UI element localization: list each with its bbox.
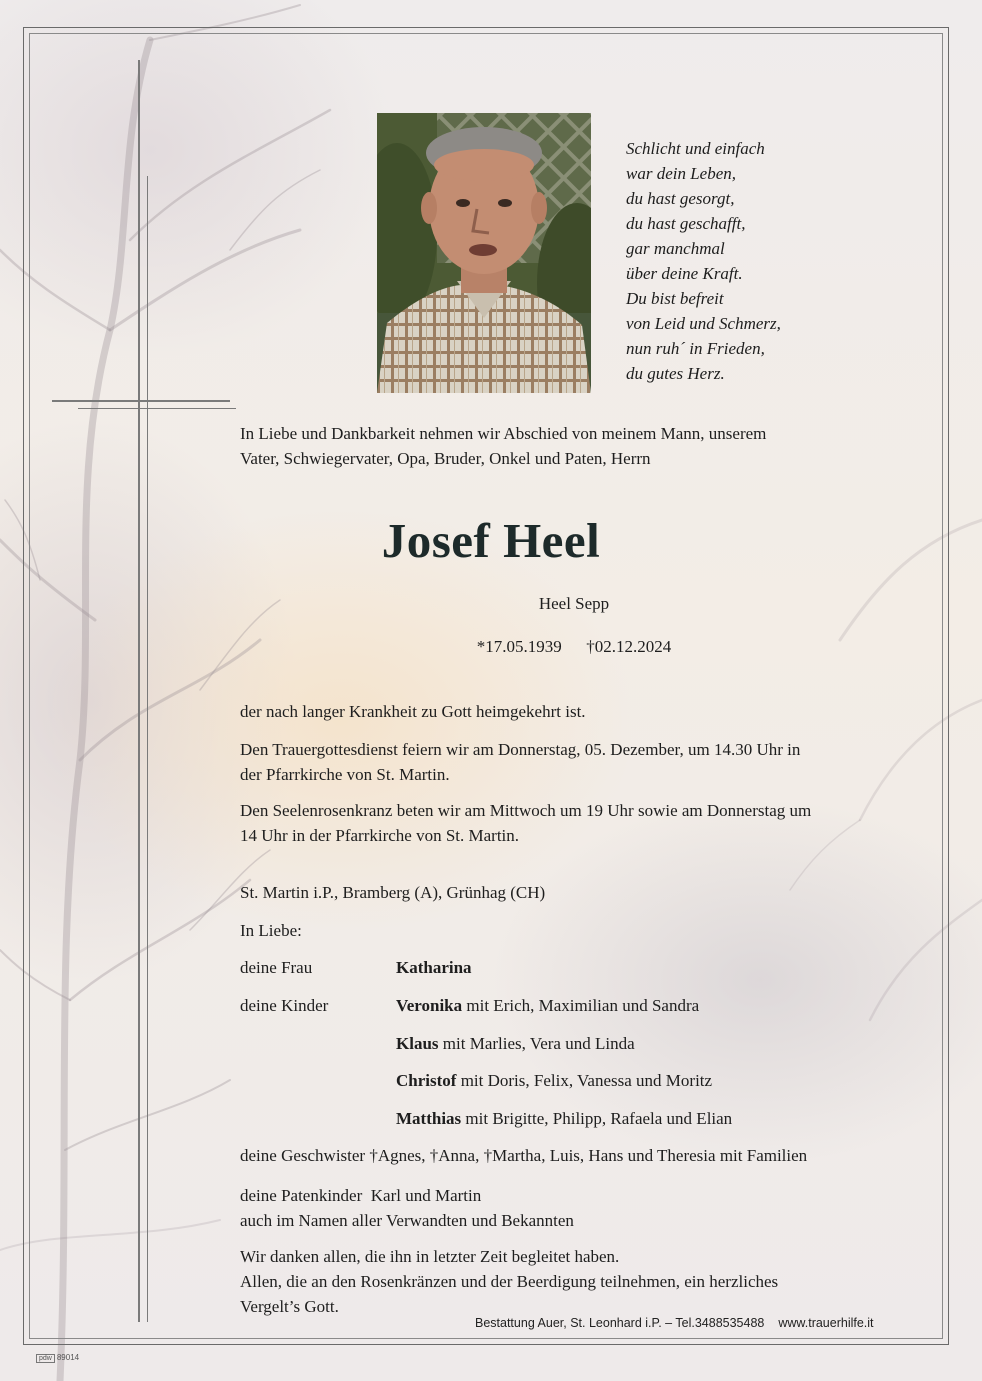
website-link[interactable]: www.trauerhilfe.it: [778, 1316, 874, 1330]
passing-text: der nach langer Krankheit zu Gott heimgekehrt ist.: [240, 702, 586, 721]
thanks-line: Wir danken allen, die ihn in letzter Zeit begleitet haben.: [240, 1247, 620, 1266]
intro-line: In Liebe und Dankbarkeit nehmen wir Abschied von meinem Mann, unserem: [240, 424, 767, 443]
print-mark: pdw: [36, 1354, 55, 1363]
child-family: mit Erich, Maximilian und Sandra: [462, 996, 700, 1015]
child-name: Christof: [396, 1071, 457, 1090]
poem-line: Schlicht und einfach: [626, 139, 765, 158]
child-family: mit Brigitte, Philipp, Rafaela und Elian: [461, 1109, 733, 1128]
family-row-wife: [240, 955, 472, 980]
poem-line: gar manchmal: [626, 239, 725, 258]
family-row-child: [240, 1106, 732, 1131]
print-code: [36, 1353, 79, 1363]
poem-line: nun ruh´ in Frieden,: [626, 339, 765, 358]
poem: [626, 136, 876, 386]
poem-line: war dein Leben,: [626, 164, 737, 183]
rosary-text: [240, 798, 811, 848]
places: St. Martin i.P., Bramberg (A), Grünhag (CH): [240, 883, 546, 902]
life-dates: [0, 637, 982, 657]
print-number: 89014: [56, 1353, 80, 1362]
death-date: †02.12.2024: [586, 637, 672, 656]
intro-text: [240, 421, 766, 471]
family-label: deine Frau: [240, 958, 313, 977]
funeral-service-line: Den Trauergottesdienst feiern wir am Donnerstag, 05. Dezember, um 14.30 Uhr in: [240, 740, 801, 759]
undertaker-info: Bestattung Auer, St. Leonhard i.P. – Tel.3488535488: [475, 1316, 765, 1330]
poem-line: du gutes Herz.: [626, 364, 725, 383]
child-family: mit Marlies, Vera und Linda: [438, 1034, 635, 1053]
godchildren-row: [240, 1183, 574, 1233]
undertaker-footer: [475, 1316, 874, 1330]
funeral-service-line: der Pfarrkirche von St. Martin.: [240, 765, 450, 784]
family-label: deine Kinder: [240, 996, 329, 1015]
child-name: Matthias: [396, 1109, 462, 1128]
funeral-service-text: [240, 737, 800, 787]
child-name: Klaus: [396, 1034, 439, 1053]
deceased-name: Josef Heel: [381, 513, 601, 568]
poem-line: Du bist befreit: [626, 289, 724, 308]
nickname: Heel Sepp: [538, 594, 610, 613]
godchildren-line: deine Patenkinder Karl und Martin: [240, 1186, 482, 1205]
family-row-child: [240, 1031, 635, 1056]
poem-line: du hast gesorgt,: [626, 189, 735, 208]
siblings-row: deine Geschwister †Agnes, †Anna, †Martha, Luis, Hans und Theresia mit Familien: [240, 1146, 808, 1165]
wife-name: Katharina: [396, 958, 472, 977]
thanks-line: Allen, die an den Rosenkränzen und der Beerdigung teilnehmen, ein herzliches: [240, 1272, 779, 1291]
child-name: Veronika: [396, 996, 463, 1015]
in-love-label: In Liebe:: [240, 921, 302, 940]
relatives-line: auch im Namen aller Verwandten und Bekannten: [240, 1211, 574, 1230]
family-row-child: [240, 993, 699, 1018]
rosary-line: Den Seelenrosenkranz beten wir am Mittwoch um 19 Uhr sowie am Donnerstag um: [240, 801, 812, 820]
intro-line: Vater, Schwiegervater, Opa, Bruder, Onkel und Paten, Herrn: [240, 449, 651, 468]
rosary-line: 14 Uhr in der Pfarrkirche von St. Martin.: [240, 826, 520, 845]
child-family: mit Doris, Felix, Vanessa und Moritz: [456, 1071, 713, 1090]
poem-line: über deine Kraft.: [626, 264, 743, 283]
birth-date: *17.05.1939: [476, 637, 562, 656]
family-row-child: [240, 1068, 712, 1093]
thanks-text: [240, 1244, 778, 1319]
poem-line: du hast geschafft,: [626, 214, 746, 233]
poem-line: von Leid und Schmerz,: [626, 314, 781, 333]
thanks-line: Vergelt’s Gott.: [240, 1297, 339, 1316]
portrait-photo: [377, 113, 591, 393]
